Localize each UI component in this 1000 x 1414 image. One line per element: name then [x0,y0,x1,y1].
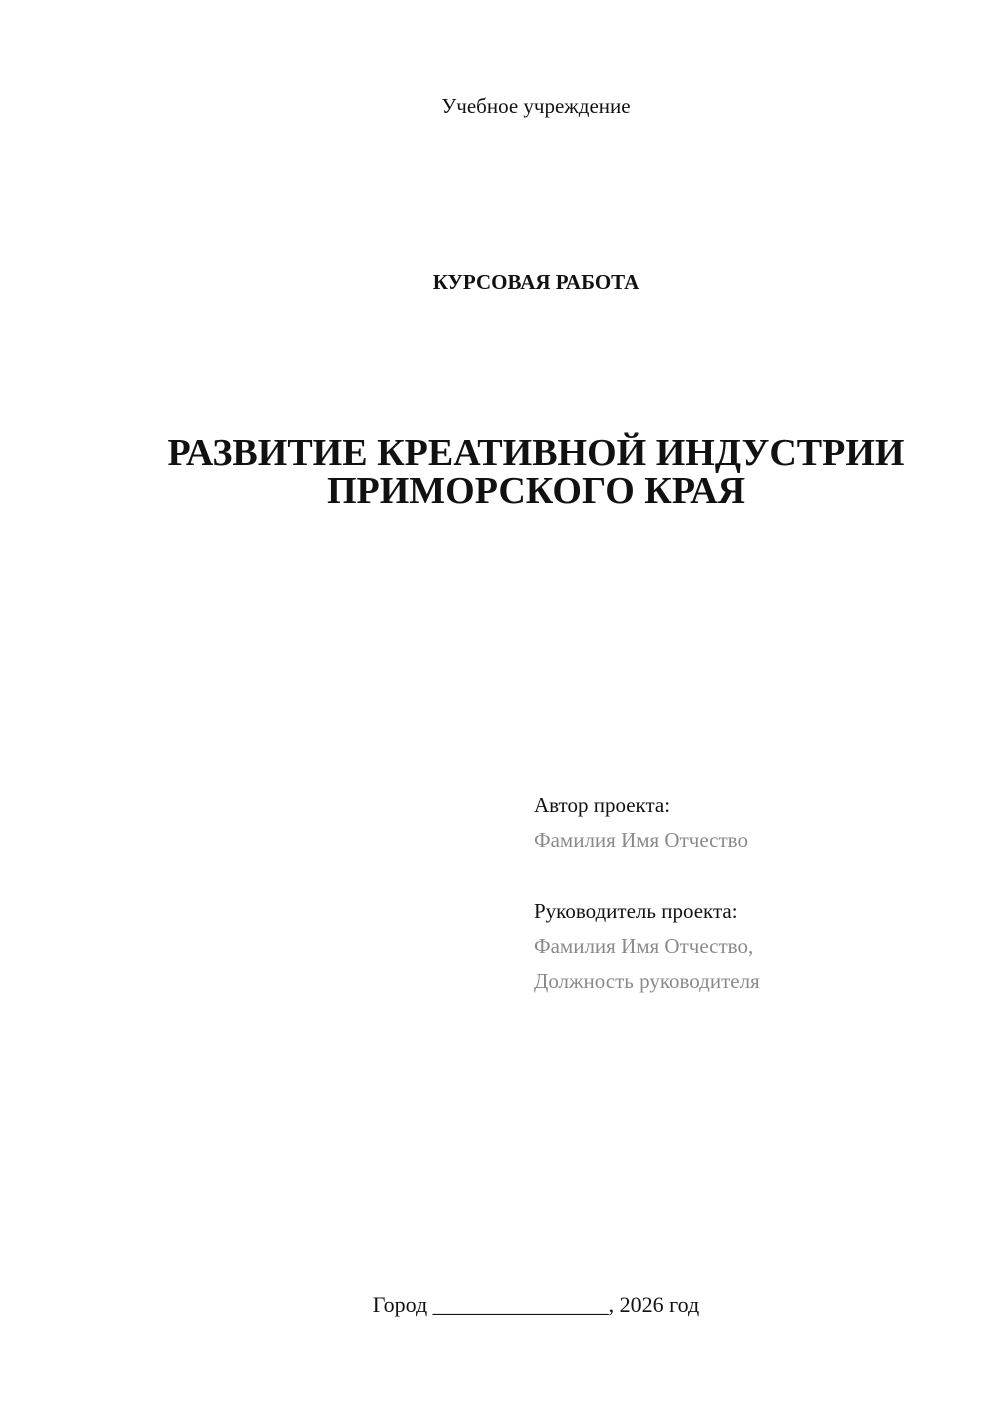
supervisor-position: Должность руководителя [534,969,760,993]
document-title [0,434,1000,510]
author-label: Автор проекта: [534,793,671,817]
credits-spacer [534,858,974,894]
work-type-heading: КУРСОВАЯ РАБОТА [432,270,640,294]
supervisor-label: Руководитель проекта: [534,899,738,923]
title-line-1: РАЗВИТИЕ КРЕАТИВНОЙ ИНДУСТРИИ [167,432,905,474]
supervisor-name: Фамилия Имя Отчество, [534,934,754,958]
credits-block [534,788,974,999]
author-name: Фамилия Имя Отчество [534,828,748,852]
title-line-2: ПРИМОРСКОГО КРАЯ [326,470,746,512]
institution-name: Учебное учреждение [441,94,631,118]
city-year-line: Город ________________, 2026 год [372,1292,700,1317]
